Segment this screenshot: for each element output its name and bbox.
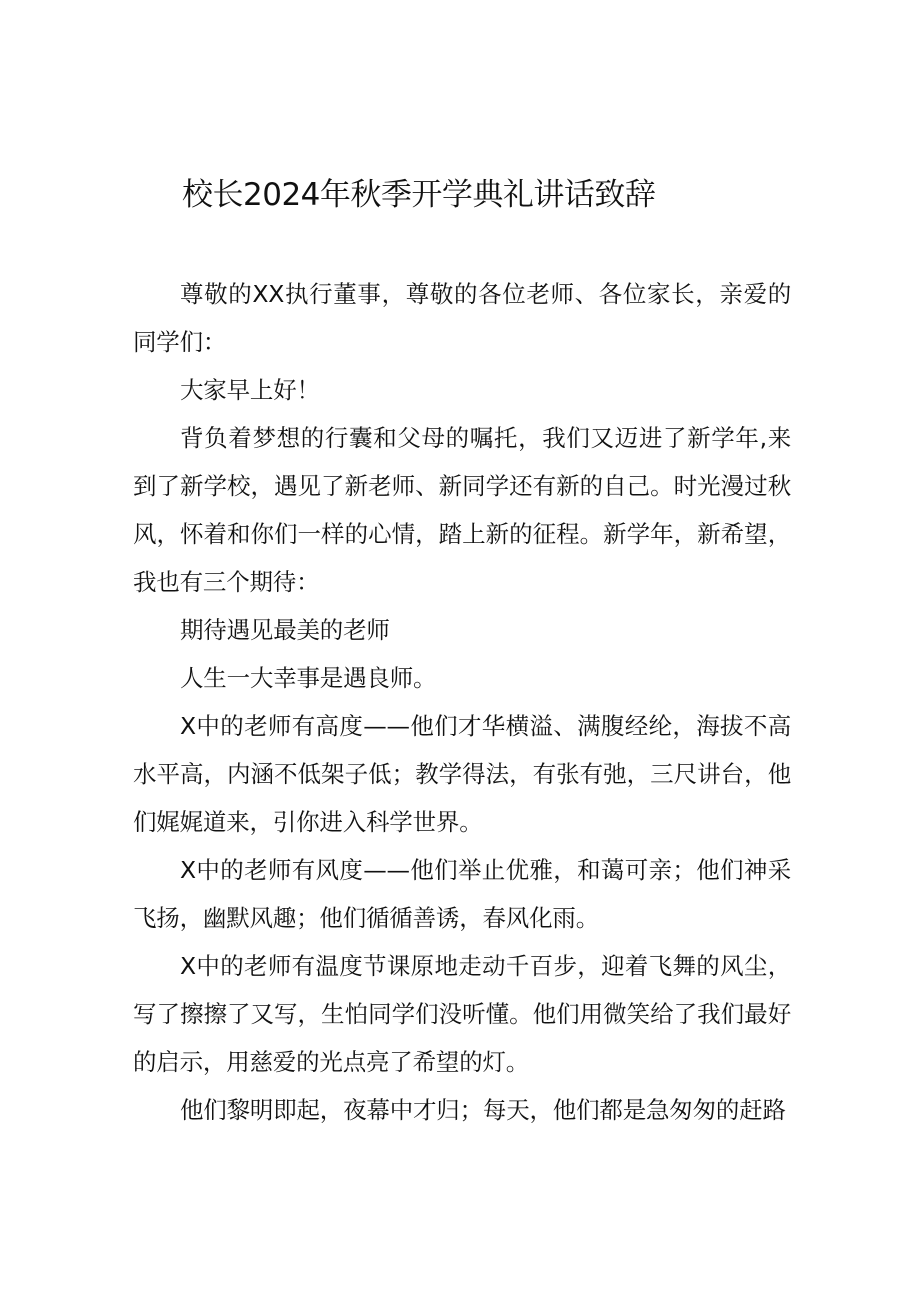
paragraph-intro: 背负着梦想的行囊和父母的嘱托，我们又迈进了新学年,来到了新学校，遇见了新老师、新同学还有新的自己。时光漫过秋风，怀着和你们一样的心情，踏上新的征程。新学年，新希望，我也有三个期待： — [133, 424, 791, 596]
section-heading: 期待遇见最美的老师 — [180, 616, 390, 644]
paragraph: X中的老师有温度节课原地走动千百步，迎着飞舞的风尘，写了擦擦了又写，生怕同学们没听懂。他们用微笑给了我们最好的启示，用慈爱的光点亮了希望的灯。 — [133, 952, 791, 1076]
document-title: 校长2024年秋季开学典礼讲话致辞 — [182, 177, 656, 213]
paragraph: 他们黎明即起，夜幕中才归；每天，他们都是急匆匆的赶路 — [180, 1096, 786, 1124]
paragraph-salutation: 尊敬的XX执行董事，尊敬的各位老师、各位家长，亲爱的同学们： — [133, 280, 791, 356]
document-body — [133, 270, 791, 1134]
paragraph-greeting: 大家早上好！ — [180, 376, 320, 404]
paragraph: X中的老师有风度——他们举止优雅，和蔼可亲；他们神采飞扬，幽默风趣；他们循循善诱，春风化雨。 — [133, 856, 791, 932]
paragraph: X中的老师有高度——他们才华横溢、满腹经纶，海拔不高水平高，内涵不低架子低；教学得法，有张有弛，三尺讲台，他们娓娓道来，引你进入科学世界。 — [133, 712, 791, 836]
paragraph: 人生一大幸事是遇良师。 — [180, 664, 437, 692]
